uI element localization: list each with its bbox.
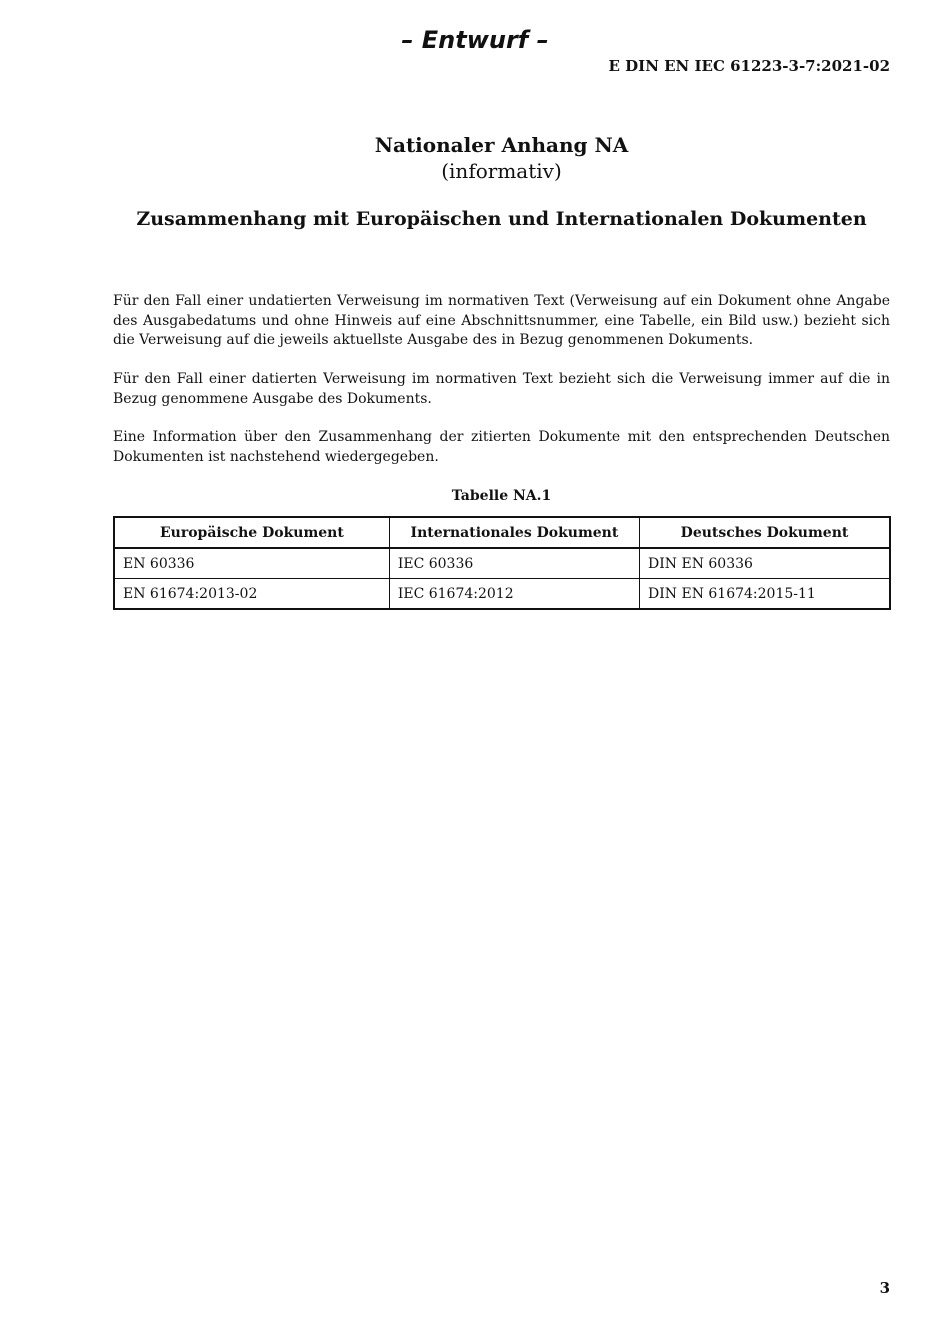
header-german-document: Deutsches Dokument — [640, 517, 890, 548]
document-id: E DIN EN IEC 61223-3-7:2021-02 — [608, 57, 890, 75]
table-cell: DIN EN 60336 — [640, 548, 890, 579]
table-cell: IEC 60336 — [389, 548, 639, 579]
table-cell: DIN EN 61674:2015-11 — [640, 579, 890, 610]
reference-table — [113, 516, 891, 610]
header-european-document: Europäische Dokument — [114, 517, 389, 548]
table-caption: Tabelle NA.1 — [451, 488, 552, 504]
annex-subtitle: (informativ) — [441, 159, 562, 183]
table-header-row — [114, 517, 890, 548]
annex-title: Nationaler Anhang NA — [374, 133, 629, 157]
table-cell: EN 60336 — [114, 548, 389, 579]
header-international-document: Internationales Dokument — [389, 517, 639, 548]
table-cell: EN 61674:2013-02 — [114, 579, 389, 610]
table-row — [114, 579, 890, 610]
paragraph-dated-reference: Für den Fall einer datierten Verweisung im normativen Text bezieht sich die Verweisung immer auf die in Bezug genommene Ausgabe des Dokuments. — [113, 371, 890, 407]
paragraph-information: Eine Information über den Zusammenhang der zitierten Dokumente mit den entsprechenden Deutschen Dokumenten ist nachstehend wiedergegeben. — [113, 429, 890, 465]
table-row — [114, 548, 890, 579]
section-title: Zusammenhang mit Europäischen und Internationalen Dokumenten — [136, 208, 867, 230]
page-number: 3 — [879, 1279, 890, 1297]
paragraph-undated-reference: Für den Fall einer undatierten Verweisung im normativen Text (Verweisung auf ein Dokument ohne Angabe des Ausgabedatums und ohne Hinweis auf eine Abschnittsnummer, eine Tabelle, ein Bild usw.) bezieht sich die Verweisung auf die jeweils aktuellste Ausgabe des in Bezug genommenen Dokuments. — [113, 293, 890, 348]
draft-label: – Entwurf – — [401, 26, 549, 54]
table-cell: IEC 61674:2012 — [389, 579, 639, 610]
